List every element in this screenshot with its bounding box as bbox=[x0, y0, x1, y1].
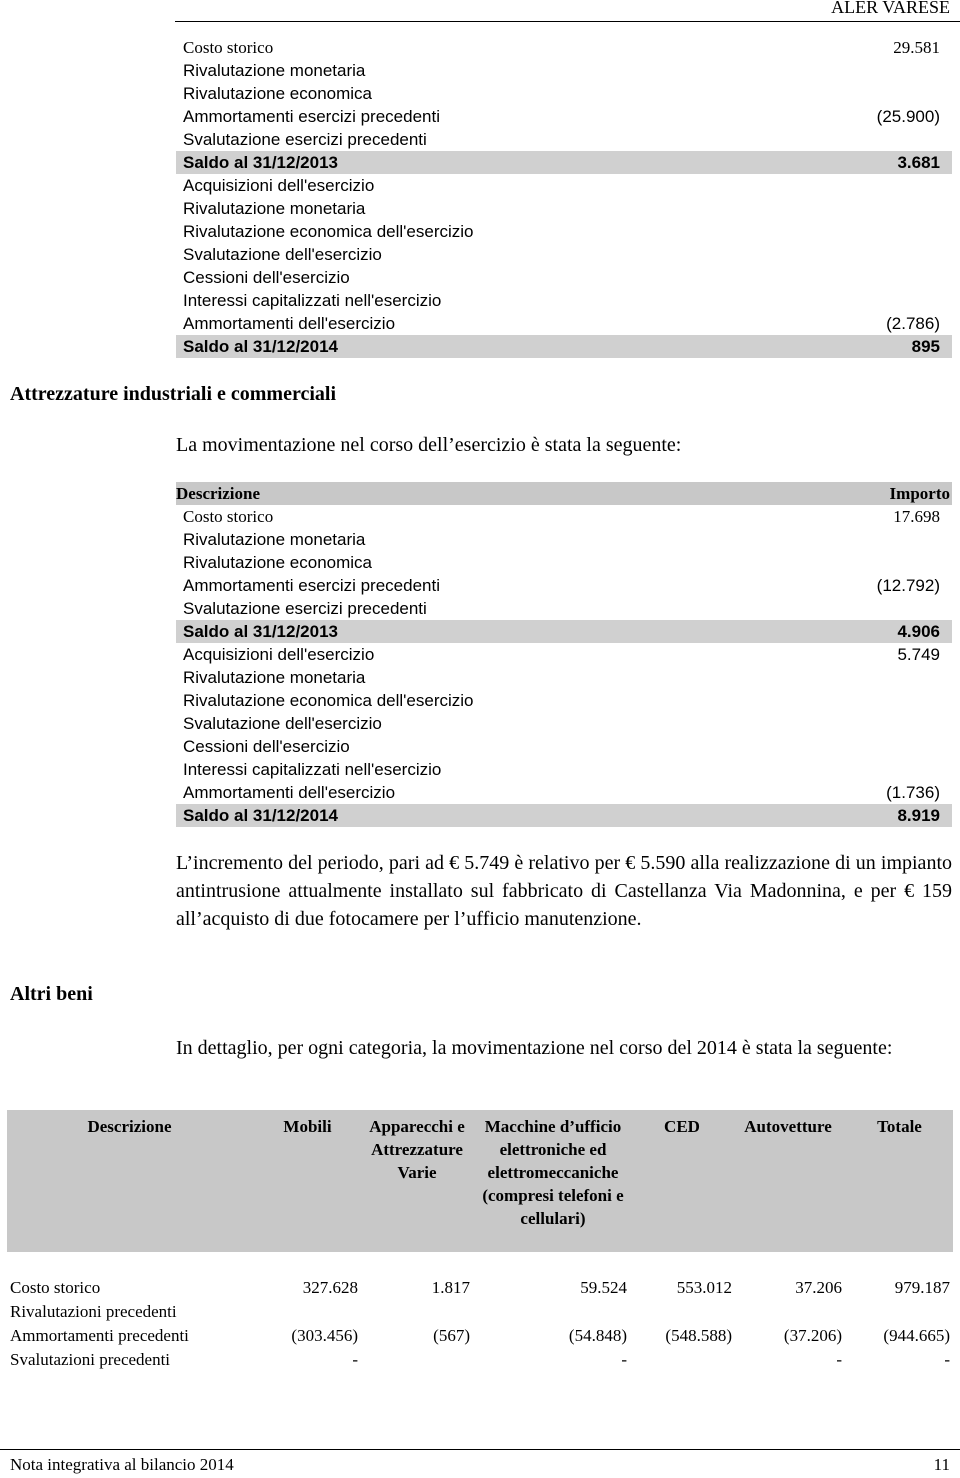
row-label: Interessi capitalizzati nell'esercizio bbox=[183, 291, 442, 310]
row-label: Saldo al 31/12/2014 bbox=[183, 806, 338, 825]
table-row bbox=[176, 574, 952, 597]
footer-rule bbox=[0, 1449, 960, 1450]
table-row bbox=[176, 266, 952, 289]
row-label: Rivalutazione monetaria bbox=[183, 61, 366, 80]
table-row bbox=[176, 151, 952, 174]
table-row bbox=[176, 174, 952, 197]
row-label: Cessioni dell'esercizio bbox=[183, 737, 350, 756]
header-descrizione: Descrizione bbox=[176, 484, 261, 503]
row-value: 895 bbox=[911, 337, 940, 356]
col-ced: CED bbox=[664, 1117, 700, 1136]
table-row bbox=[176, 36, 952, 59]
table-row bbox=[176, 781, 952, 804]
row-label: Saldo al 31/12/2013 bbox=[183, 622, 338, 641]
table-row bbox=[10, 1300, 952, 1324]
col-totale: Totale bbox=[877, 1117, 922, 1136]
table-row bbox=[176, 220, 952, 243]
row-label: Rivalutazione monetaria bbox=[183, 199, 366, 218]
table-row bbox=[176, 197, 952, 220]
row-label: Rivalutazione economica bbox=[183, 553, 372, 572]
row-label: Cessioni dell'esercizio bbox=[183, 268, 350, 287]
row-label: Ammortamenti dell'esercizio bbox=[183, 314, 396, 333]
table-row bbox=[176, 528, 952, 551]
altri-beni-intro: In dettaglio, per ogni categoria, la movimentazione nel corso del 2014 è stata la seguente: bbox=[176, 1037, 893, 1059]
row-cell: (303.456) bbox=[291, 1326, 358, 1345]
table-row bbox=[176, 289, 952, 312]
row-label: Acquisizioni dell'esercizio bbox=[183, 176, 375, 195]
table-row bbox=[176, 551, 952, 574]
row-label: Rivalutazione monetaria bbox=[183, 668, 366, 687]
header-rule bbox=[175, 21, 960, 22]
row-label: Svalutazione esercizi precedenti bbox=[183, 599, 427, 618]
table-row bbox=[176, 505, 952, 528]
row-label: Ammortamenti esercizi precedenti bbox=[183, 576, 440, 595]
row-label: Saldo al 31/12/2013 bbox=[183, 153, 338, 172]
section-title-attrezzature: Attrezzature industriali e commerciali bbox=[10, 383, 337, 405]
row-value: (25.900) bbox=[876, 107, 940, 126]
table-row bbox=[176, 666, 952, 689]
row-label: Svalutazione dell'esercizio bbox=[183, 714, 382, 733]
row-value: 17.698 bbox=[893, 507, 940, 526]
table-row bbox=[176, 59, 952, 82]
row-label: Rivalutazione economica dell'esercizio bbox=[183, 222, 474, 241]
altri-beni-table-header bbox=[7, 1110, 953, 1252]
attrezzature-intro: La movimentazione nel corso dell’esercizio è stata la seguente: bbox=[176, 434, 682, 456]
table-row bbox=[10, 1276, 952, 1300]
table-row bbox=[176, 689, 952, 712]
attrezzature-note: L’incremento del periodo, pari ad € 5.749 è relativo per € 5.590 alla realizzazione di un impianto antintrusione attualmente installato sul fabbricato di Castellanza Via Madonnina, e per € 159 all’acquisto di due fotocamere per l’ufficio manutenzione. bbox=[176, 852, 952, 930]
row-label: Acquisizioni dell'esercizio bbox=[183, 645, 375, 664]
table-row bbox=[10, 1324, 952, 1348]
row-label: Ammortamenti precedenti bbox=[10, 1326, 189, 1345]
col-descrizione: Descrizione bbox=[87, 1117, 172, 1136]
row-label: Costo storico bbox=[10, 1278, 101, 1297]
row-cell: 327.628 bbox=[302, 1278, 358, 1297]
row-label: Costo storico bbox=[183, 38, 274, 57]
table-row bbox=[176, 335, 952, 358]
col-mobili: Mobili bbox=[283, 1117, 332, 1136]
row-value: (2.786) bbox=[886, 314, 940, 333]
row-cell: 37.206 bbox=[795, 1278, 842, 1297]
col-apparecchi: Apparecchi e Attrezzature Varie bbox=[369, 1117, 465, 1182]
row-label: Saldo al 31/12/2014 bbox=[183, 337, 338, 356]
row-cell: (37.206) bbox=[783, 1326, 842, 1345]
row-cell: - bbox=[621, 1350, 627, 1369]
row-cell: - bbox=[836, 1350, 842, 1369]
row-cell: 1.817 bbox=[431, 1278, 470, 1297]
table-row bbox=[176, 712, 952, 735]
row-cell: 553.012 bbox=[676, 1278, 732, 1297]
table-row bbox=[176, 758, 952, 781]
section-title-altri-beni: Altri beni bbox=[10, 983, 93, 1005]
table-row bbox=[176, 620, 952, 643]
row-label: Rivalutazione economica dell'esercizio bbox=[183, 691, 474, 710]
header-importo: Importo bbox=[889, 484, 950, 503]
row-value: (1.736) bbox=[886, 783, 940, 802]
table-row bbox=[10, 1348, 952, 1372]
header-company: ALER VARESE bbox=[831, 0, 950, 17]
table-row bbox=[176, 735, 952, 758]
row-label: Costo storico bbox=[183, 507, 274, 526]
row-cell: 59.524 bbox=[580, 1278, 627, 1297]
row-value: 4.906 bbox=[897, 622, 940, 641]
row-cell: - bbox=[944, 1350, 950, 1369]
row-label: Interessi capitalizzati nell'esercizio bbox=[183, 760, 442, 779]
table-row bbox=[176, 82, 952, 105]
row-value: 8.919 bbox=[897, 806, 940, 825]
col-autovetture: Autovetture bbox=[744, 1117, 832, 1136]
table-row bbox=[176, 312, 952, 335]
page-number: 11 bbox=[933, 1455, 950, 1474]
row-cell: 979.187 bbox=[894, 1278, 950, 1297]
row-cell: (567) bbox=[433, 1326, 470, 1345]
row-label: Rivalutazione monetaria bbox=[183, 530, 366, 549]
footer-title: Nota integrativa al bilancio 2014 bbox=[10, 1455, 234, 1474]
table-row bbox=[176, 804, 952, 827]
row-value: 29.581 bbox=[893, 38, 940, 57]
row-value: (12.792) bbox=[876, 576, 940, 595]
row-label: Ammortamenti esercizi precedenti bbox=[183, 107, 440, 126]
attrezzature-table-header bbox=[176, 482, 952, 505]
row-value: 5.749 bbox=[897, 645, 940, 664]
row-value: 3.681 bbox=[897, 153, 940, 172]
table-row bbox=[176, 597, 952, 620]
row-label: Svalutazione dell'esercizio bbox=[183, 245, 382, 264]
row-cell: (944.665) bbox=[883, 1326, 950, 1345]
row-cell: (548.588) bbox=[665, 1326, 732, 1345]
row-label: Svalutazioni precedenti bbox=[10, 1350, 171, 1369]
row-label: Ammortamenti dell'esercizio bbox=[183, 783, 396, 802]
table-row bbox=[176, 243, 952, 266]
row-cell: (54.848) bbox=[568, 1326, 627, 1345]
row-label: Rivalutazioni precedenti bbox=[10, 1302, 177, 1321]
row-label: Svalutazione esercizi precedenti bbox=[183, 130, 427, 149]
table-row bbox=[176, 105, 952, 128]
table-row bbox=[176, 128, 952, 151]
row-label: Rivalutazione economica bbox=[183, 84, 372, 103]
table-row bbox=[176, 643, 952, 666]
row-cell: - bbox=[352, 1350, 358, 1369]
col-macchine: Macchine d’ufficio elettroniche ed elettromeccaniche (compresi telefoni e cellulari) bbox=[482, 1117, 624, 1228]
